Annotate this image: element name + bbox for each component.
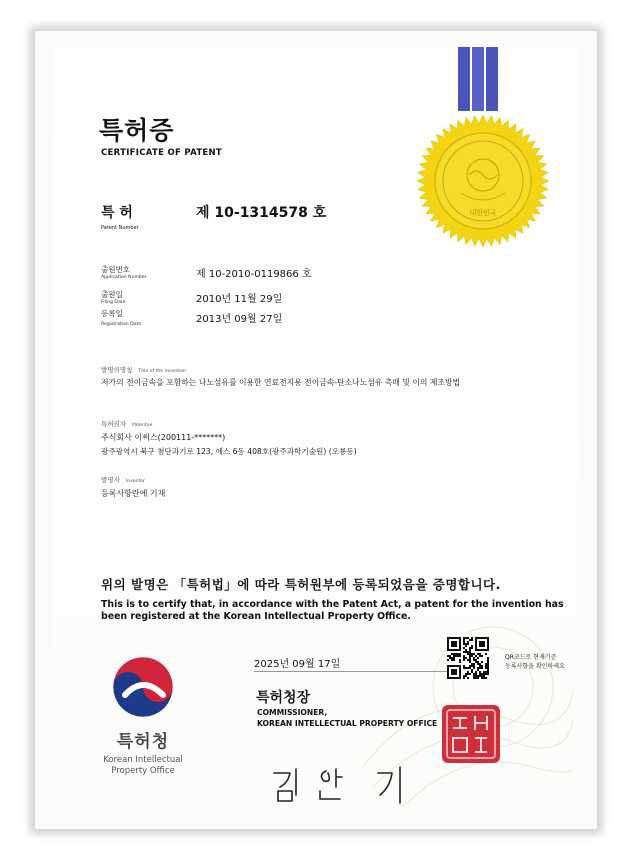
- patent-number: 제 10-1314578 호: [196, 205, 327, 221]
- issue-date: 2025년 09월 17일: [254, 659, 341, 670]
- qr-code-icon: [447, 637, 489, 679]
- statement-en: This is to certify that, in accordance with the Patent Act, a patent for the invention has been registered at the Korean Intellectual Property Office.: [101, 599, 564, 622]
- commissioner-en-line2: KOREAN INTELLECTUAL PROPERTY OFFICE: [257, 719, 438, 728]
- commissioner-title: 특허청장: [256, 690, 311, 706]
- inventor-label: [101, 475, 145, 484]
- patentee-name: 주식회사 이써스(200111-*******): [101, 433, 226, 442]
- inventor-label-ko: 발명자: [101, 476, 120, 484]
- gold-seal-icon: [413, 111, 553, 251]
- seal-text: 대한민국: [469, 209, 497, 217]
- invention-title-label-ko: 발명의명칭: [101, 366, 133, 374]
- certificate-paper: [53, 47, 578, 809]
- filing-date: 2010년 11월 29일: [196, 294, 283, 305]
- taegeuk-logo-icon: [111, 655, 175, 719]
- filing-date-label: 출원일: [101, 290, 123, 299]
- inventor-value: 등록사항란에 기재: [101, 489, 166, 498]
- ribbon-right: [486, 47, 498, 111]
- ribbon-left: [458, 47, 470, 111]
- registration-date-label: 등록일: [101, 309, 123, 318]
- registration-date-label-en: Registration Date: [101, 322, 142, 327]
- signature: [268, 765, 438, 805]
- office-name-en-line2: Property Office: [111, 766, 175, 776]
- page-title: 특허증: [99, 116, 175, 145]
- certificate-frame: [34, 30, 598, 830]
- patent-number-label-en: Patent Number: [101, 225, 139, 231]
- patentee-label: [101, 419, 153, 428]
- patent-number-label: 특 허: [101, 205, 133, 221]
- patentee-label-en: Patentee: [132, 423, 153, 428]
- qr-note-line1: QR코드로 현재기준: [505, 654, 557, 661]
- registration-date: 2013년 09월 27일: [196, 314, 283, 325]
- date-underline: [254, 671, 467, 672]
- statement-ko: 위의 발명은 「특허법」에 따라 특허원부에 등록되었음을 증명합니다.: [101, 577, 501, 592]
- patentee-label-ko: 특허권자: [101, 420, 127, 428]
- patentee-address: 광주광역시 북구 첨단과기로 123, 에스 6동 408호(광주과학기술원) (오룡동): [101, 447, 357, 456]
- application-number: 제 10-2010-0119866 호: [196, 269, 312, 280]
- application-number-label-en: Application Number: [101, 275, 147, 280]
- page-subtitle: CERTIFICATE OF PATENT: [101, 148, 223, 158]
- office-name-ko: 특허청: [116, 732, 170, 752]
- invention-title-label-en: Title of the invention: [138, 369, 187, 374]
- invention-title-label: [101, 365, 186, 374]
- office-name-en-line1: Korean Intellectual: [103, 755, 183, 765]
- red-official-stamp-icon: [439, 702, 503, 766]
- filing-date-label-en: Filing Date: [101, 300, 126, 305]
- inventor-label-en: Inventor: [125, 479, 146, 484]
- commissioner-en-line1: COMMISSIONER,: [257, 708, 328, 717]
- application-number-label: 출원번호: [101, 265, 130, 274]
- ribbon-middle: [472, 47, 484, 111]
- invention-title: 저가의 전이금속을 포함하는 나노섬유를 이용한 연료전지용 전이금속-탄소나노섬유 촉매 및 이의 제조방법: [101, 378, 460, 387]
- qr-note-line2: 등록사항을 확인하세요: [505, 663, 565, 670]
